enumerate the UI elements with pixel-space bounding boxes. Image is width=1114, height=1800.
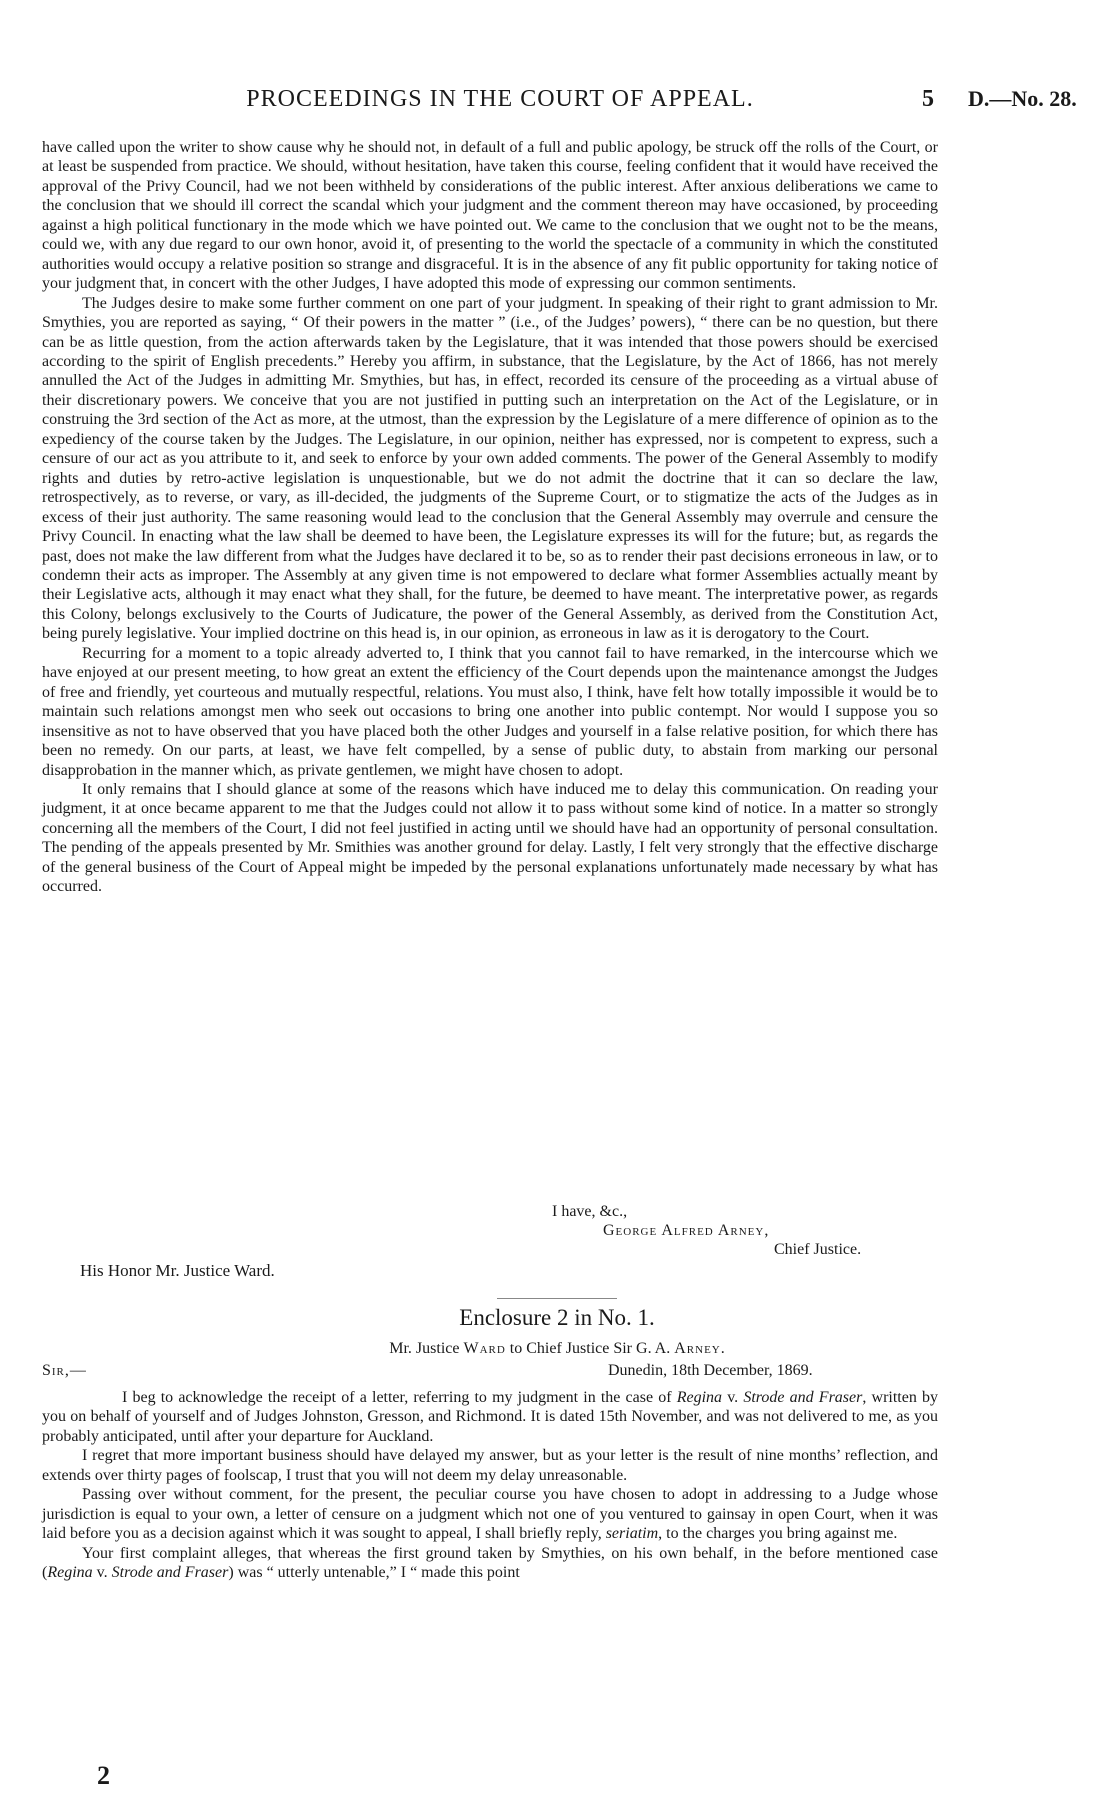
italic-term: seriatim xyxy=(605,1525,659,1543)
addressee: His Honor Mr. Justice Ward. xyxy=(80,1261,275,1280)
subtitle-text: Mr. Justice xyxy=(389,1340,464,1357)
dateline: Dunedin, 18th December, 1869. xyxy=(608,1362,813,1379)
case-name: Strode and Fraser xyxy=(743,1389,863,1406)
case-name: Regina xyxy=(47,1564,93,1582)
case-name: Strode and Fraser xyxy=(111,1564,229,1582)
paragraph-text: , to the charges you bring against me. xyxy=(658,1525,898,1543)
sheet-signature: 2 xyxy=(97,1761,110,1790)
letter-paragraph: Recurring for a moment to a topic already adverted to, I think that you cannot fail to have remarked, in the intercourse which we have enjoyed at our present meeting, to how great an extent the efficiency of the Court depends upon the maintenance amongst the Judges of free and friendly, yet courteous and mutually respectful, relations. You must also, I think, have felt how totally impossible it would be to maintain such relations amongst men who seek out occasions to bring one another into public contempt. Nor would I suppose you so insensitive as not to have observed that you have placed both the other Judges and yourself in a false relative position, for which there has been no remedy. On our parts, at least, we have felt compelled, by a sense of public duty, to abstain from marking our personal disapprobation in the manner which, as private gentlemen, we might have chosen to adopt. xyxy=(42,644,938,779)
enclosure-body xyxy=(42,1388,938,1583)
letter-closing: I have, &c., xyxy=(552,1203,628,1220)
subtitle-name: Ward xyxy=(463,1340,506,1357)
letter-paragraph: It only remains that I should glance at some of the reasons which have induced me to delay this communication. On reading your judgment, it at once became apparent to me that the Judges could not allow it to pass without some kind of notice. In a matter so strongly concerning all the members of the Court, I did not feel justified in acting until we should have had an opportunity of personal consultation. The pending of the appeals presented by Mr. Smithies was another ground for delay. Lastly, I felt very strongly that the effective discharge of the general business of the Court of Appeal might be impeded by the personal explanations unfortunately made necessary by what has occurred. xyxy=(42,780,938,896)
salutation: Sir,— xyxy=(42,1362,87,1379)
paragraph-text: , written by you on behalf of yourself and of Judges Johnston, Gresson, and Richmond. It is dated 15th November, and was not delivered to me, as you probably anticipated, until after your departure for Auckland. xyxy=(42,1389,938,1445)
case-name: Regina xyxy=(676,1389,723,1406)
enclosure-subtitle xyxy=(0,1340,1114,1358)
subtitle-text: . xyxy=(720,1340,725,1357)
enclosure-paragraph xyxy=(42,1388,938,1446)
letter-body xyxy=(42,138,938,897)
letter-paragraph: The Judges desire to make some further comment on one part of your judgment. In speaking of their right to grant admission to Mr. Smythies, you are reported as saying, “ Of their powers in the matter ” (i.e., of the Judges’ powers), “ there can be no question, but there can be as little question, from the action afterwards taken by the Legislature, that it was intended that those powers should be exercised according to the spirit of English precedents.” Hereby you affirm, in substance, that the Legislature, by the Act of 1866, has not merely annulled the Act of the Judges in admitting Mr. Smythies, but has, in effect, recorded its censure of the proceeding as a virtual abuse of their discretionary powers. We conceive that you are not justified in putting such an interpretation on the Act of the Legislature, or in construing the 3rd section of the Act as more, at the utmost, than the expression by the Legislature of a mere difference of opinion as to the expediency of the course taken by the Judges. The Legislature, in our opinion, neither has expressed, nor is competent to express, such a censure of our act as you attribute to it, and seek to enforce by your own added comments. The power of the General Assembly to modify rights and duties by retro-active legislation is unquestionable, but we do not admit the doctrine that it can so declare the law, retrospectively, as to reverse, or vary, as ill-decided, the judgments of the Supreme Court, or to stigmatize the acts of the Judges as in excess of their just authority. The same reasoning would lead to the conclusion that the General Assembly may overrule and censure the Privy Council. In enacting what the law shall be deemed to have been, the Legislature expresses its will for the future; but, as regards the past, does not make the law different from what the Judges have declared it to be, so as to render their past decisions erroneous in law, or to condemn their acts as improper. The Assembly at any given time is not empowered to declare what former Assemblies actually meant by their Legislative acts, although it may enact what they shall, for the future, be deemed to have meant. The interpretative power, as regards this Colony, belongs exclusively to the Courts of Judicature, the power of the General Assembly, as derived from the Constitution Act, being purely legislative. Your implied doctrine on this head is, in our opinion, as erroneous in law as it is derogatory to the Court. xyxy=(42,294,938,643)
signature-title: Chief Justice. xyxy=(774,1241,862,1258)
document-reference: D.—No. 28. xyxy=(968,86,1077,111)
subtitle-text: to Chief Justice Sir G. A. xyxy=(505,1340,675,1357)
paragraph-text: Passing over without comment, for the present, the peculiar course you have chosen to adopt in addressing to a Judge whose jurisdiction is equal to your own, a letter of censure on a judgment which not one of you ventured to gainsay in open Court, when it was laid before you as a decision against which it was sought to appeal, I shall briefly reply, xyxy=(42,1486,938,1543)
enclosure-paragraph xyxy=(42,1485,938,1543)
section-divider xyxy=(497,1298,617,1299)
enclosure-title: Enclosure 2 in No. 1. xyxy=(459,1305,655,1330)
paragraph-text: Your first complaint alleges, that whereas the first ground taken by Smythies, on his own behalf, in the before mentioned case ( xyxy=(42,1544,938,1582)
paragraph-text: I beg to acknowledge the receipt of a letter, referring to my judgment in the case of xyxy=(122,1389,677,1406)
page-header-title: PROCEEDINGS IN THE COURT OF APPEAL. xyxy=(246,86,754,112)
enclosure-paragraph xyxy=(42,1544,938,1583)
page-number: 5 xyxy=(922,86,934,112)
letter-paragraph: have called upon the writer to show cause why he should not, in default of a full and public apology, be struck off the rolls of the Court, or at least be suspended from practice. We should, without hesitation, have taken this course, feeling confident that it would have received the approval of the Privy Council, had we not been withheld by considerations of the public interest. After anxious deliberations we came to the conclusion that we should ill correct the scandal which your judgment and the comment thereon may have occasioned, by proceeding against a high political functionary in the mode which we have pointed out. We came to the conclusion that we ought not to be the means, could we, with any due regard to our own honor, avoid it, of presenting to the world the spectacle of a community in which the constituted authorities would occupy a relative position so strange and disgraceful. It is in the absence of any fit public opportunity for taking notice of your judgment that, in concert with the other Judges, I have adopted this mode of expressing our common sentiments. xyxy=(42,139,938,293)
paragraph-text: ) was “ utterly untenable,” I “ made this point xyxy=(228,1564,520,1582)
paragraph-text: v. xyxy=(722,1389,744,1406)
signature-name: George Alfred Arney, xyxy=(603,1222,770,1239)
subtitle-name: Arney xyxy=(674,1340,721,1357)
paragraph-text: v. xyxy=(92,1564,112,1582)
enclosure-paragraph: I regret that more important business should have delayed my answer, but as your letter is the result of nine months’ reflection, and extends over thirty pages of foolscap, I trust that you will not deem my delay unreasonable. xyxy=(42,1447,938,1484)
